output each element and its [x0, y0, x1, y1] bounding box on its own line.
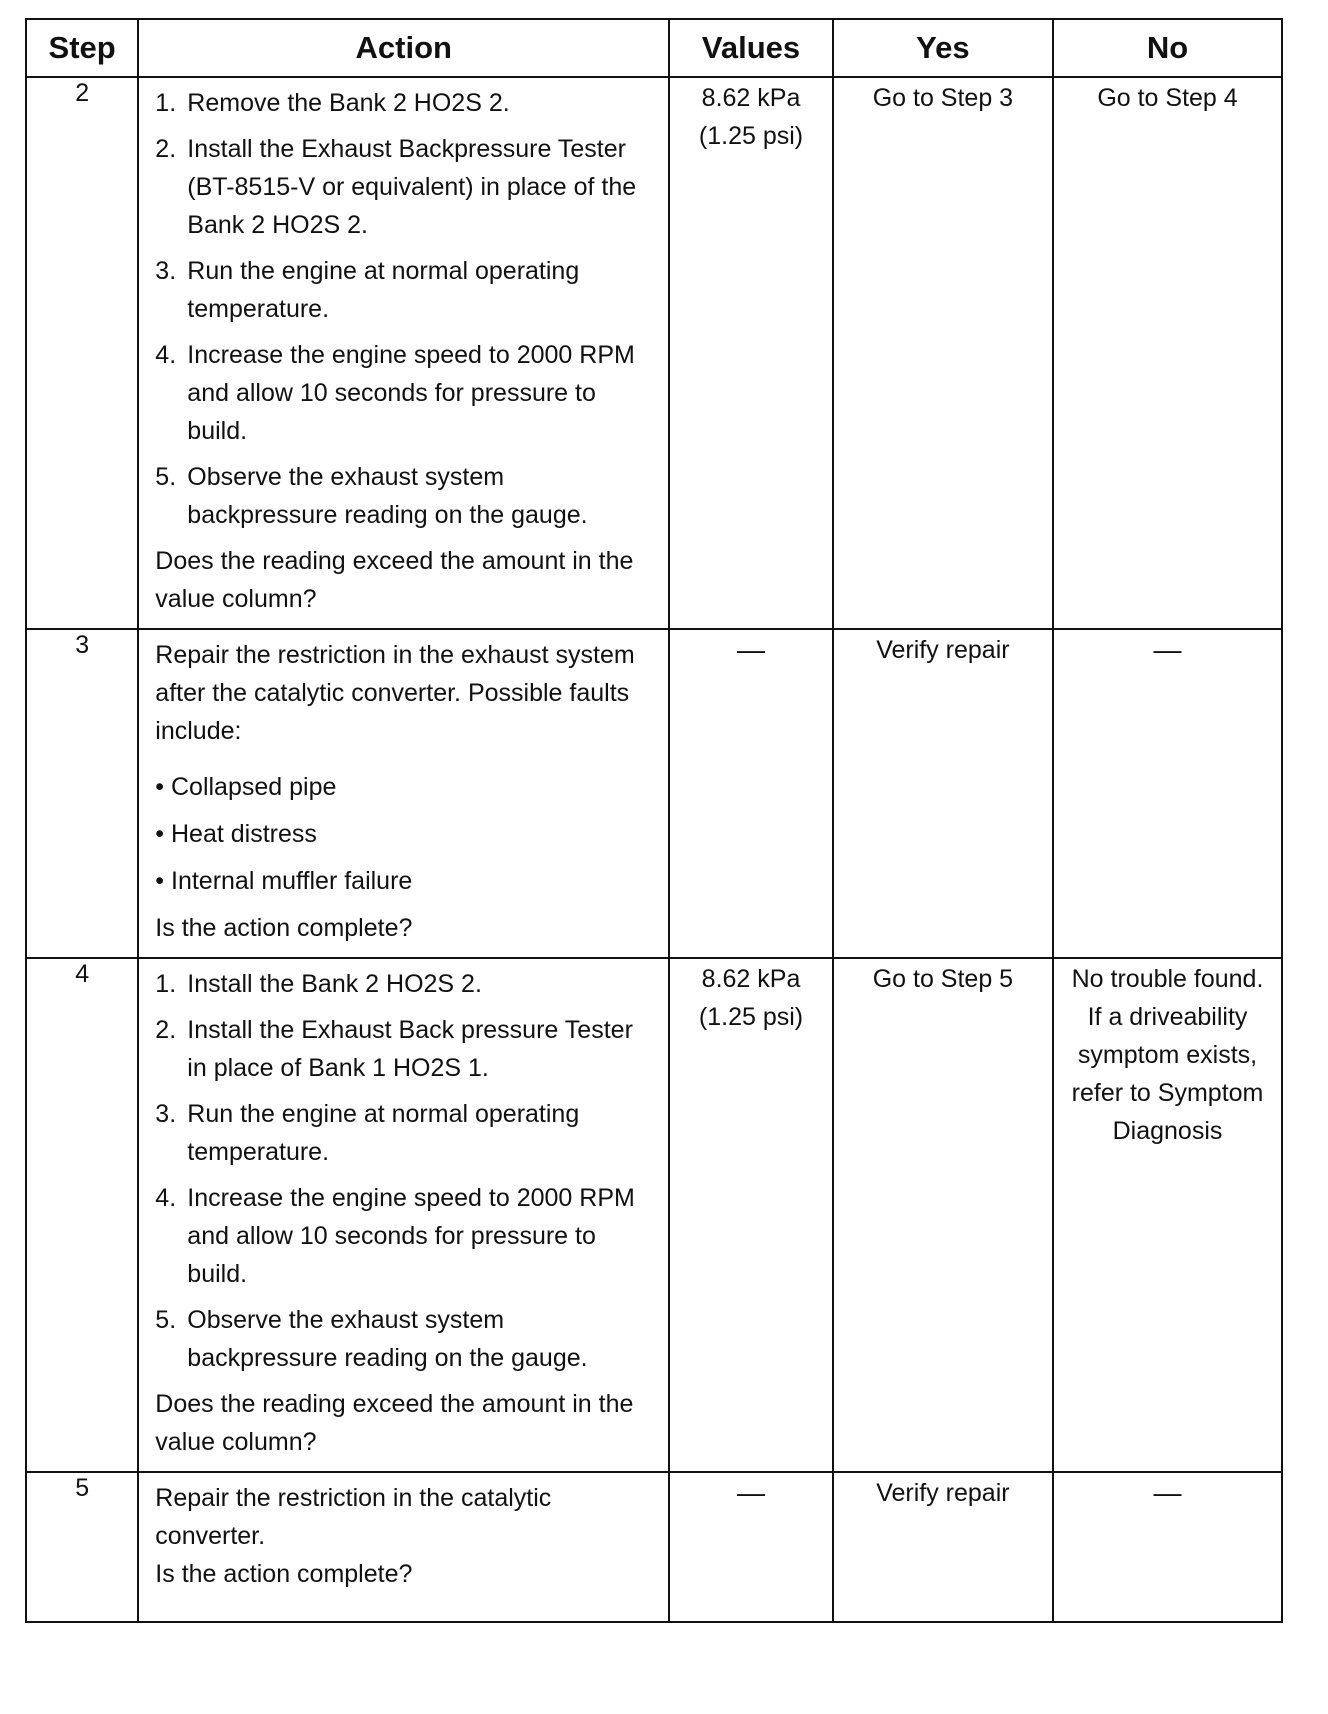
action-cell	[138, 958, 669, 1472]
action-item	[155, 458, 656, 534]
item-number: 2.	[155, 135, 177, 163]
action-item	[155, 965, 656, 1003]
item-number: 1.	[155, 970, 177, 998]
header-no: No	[1053, 19, 1282, 77]
step-number: 2	[26, 77, 138, 629]
table-row	[26, 77, 1282, 629]
item-text: Install the Bank 2 HO2S 2.	[187, 970, 482, 998]
no-cell	[1053, 1472, 1282, 1622]
item-number: 3.	[155, 257, 177, 285]
table-row	[26, 1472, 1282, 1622]
item-number: 5.	[155, 463, 177, 491]
header-values: Values	[669, 19, 833, 77]
item-number: 4.	[155, 341, 177, 369]
value-psi: (1.25 psi)	[698, 122, 804, 150]
value-kpa: 8.62 kPa	[701, 84, 801, 112]
value-psi: (1.25 psi)	[698, 1003, 804, 1031]
header-row	[26, 19, 1282, 77]
values-cell	[669, 77, 833, 629]
action-item	[155, 84, 656, 122]
value-dash: —	[737, 1477, 766, 1508]
item-text: Install the Exhaust Back pressure Tester in place of Bank 1 HO2S 1.	[187, 1016, 633, 1082]
value-dash: —	[737, 634, 766, 665]
item-text: Increase the engine speed to 2000 RPM and allow 10 seconds for pressure to build.	[187, 1184, 635, 1288]
no-cell	[1053, 629, 1282, 958]
yes-cell: Verify repair	[833, 1472, 1053, 1622]
item-number: 1.	[155, 89, 177, 117]
no-cell: Go to Step 4	[1053, 77, 1282, 629]
action-intro: Repair the restriction in the catalytic converter.	[155, 1484, 552, 1550]
action-intro: Repair the restriction in the exhaust system after the catalytic converter. Possible faults include:	[155, 641, 635, 745]
action-question: Does the reading exceed the amount in the value column?	[155, 547, 634, 613]
action-cell	[138, 629, 669, 958]
value-kpa: 8.62 kPa	[701, 965, 801, 993]
diagnostic-table	[25, 18, 1283, 1623]
action-question: Is the action complete?	[155, 1560, 413, 1588]
fault-item: • Collapsed pipe	[155, 773, 337, 801]
yes-cell: Go to Step 3	[833, 77, 1053, 629]
no-text: No trouble found. If a driveability symptom exists, refer to Symptom Diagnosis	[1071, 965, 1264, 1145]
action-question: Does the reading exceed the amount in the value column?	[155, 1390, 634, 1456]
action-item	[155, 130, 656, 244]
item-number: 3.	[155, 1100, 177, 1128]
step-number: 5	[26, 1472, 138, 1622]
item-text: Observe the exhaust system backpressure reading on the gauge.	[187, 463, 588, 529]
no-dash: —	[1153, 634, 1182, 665]
item-number: 2.	[155, 1016, 177, 1044]
item-number: 4.	[155, 1184, 177, 1212]
action-item	[155, 1179, 656, 1293]
header-step: Step	[26, 19, 138, 77]
item-number: 5.	[155, 1306, 177, 1334]
step-number: 4	[26, 958, 138, 1472]
no-dash: —	[1153, 1477, 1182, 1508]
header-action: Action	[138, 19, 669, 77]
item-text: Observe the exhaust system backpressure reading on the gauge.	[187, 1306, 588, 1372]
action-question: Is the action complete?	[155, 914, 413, 942]
step-number: 3	[26, 629, 138, 958]
yes-cell: Verify repair	[833, 629, 1053, 958]
item-text: Install the Exhaust Backpressure Tester (BT-8515-V or equivalent) in place of the Bank 2 HO2S 2.	[187, 135, 637, 239]
action-cell	[138, 1472, 669, 1622]
yes-cell: Go to Step 5	[833, 958, 1053, 1472]
item-text: Increase the engine speed to 2000 RPM and allow 10 seconds for pressure to build.	[187, 341, 635, 445]
header-yes: Yes	[833, 19, 1053, 77]
action-cell	[138, 77, 669, 629]
action-item	[155, 1095, 656, 1171]
action-item	[155, 252, 656, 328]
item-text: Run the engine at normal operating temperature.	[187, 1100, 580, 1166]
table-row	[26, 629, 1282, 958]
fault-item: • Internal muffler failure	[155, 867, 413, 895]
table-row	[26, 958, 1282, 1472]
fault-item: • Heat distress	[155, 820, 317, 848]
action-item	[155, 1011, 656, 1087]
values-cell	[669, 1472, 833, 1622]
item-text: Remove the Bank 2 HO2S 2.	[187, 89, 510, 117]
no-cell	[1053, 958, 1282, 1472]
values-cell	[669, 629, 833, 958]
values-cell	[669, 958, 833, 1472]
action-item	[155, 1301, 656, 1377]
item-text: Run the engine at normal operating temperature.	[187, 257, 580, 323]
action-item	[155, 336, 656, 450]
